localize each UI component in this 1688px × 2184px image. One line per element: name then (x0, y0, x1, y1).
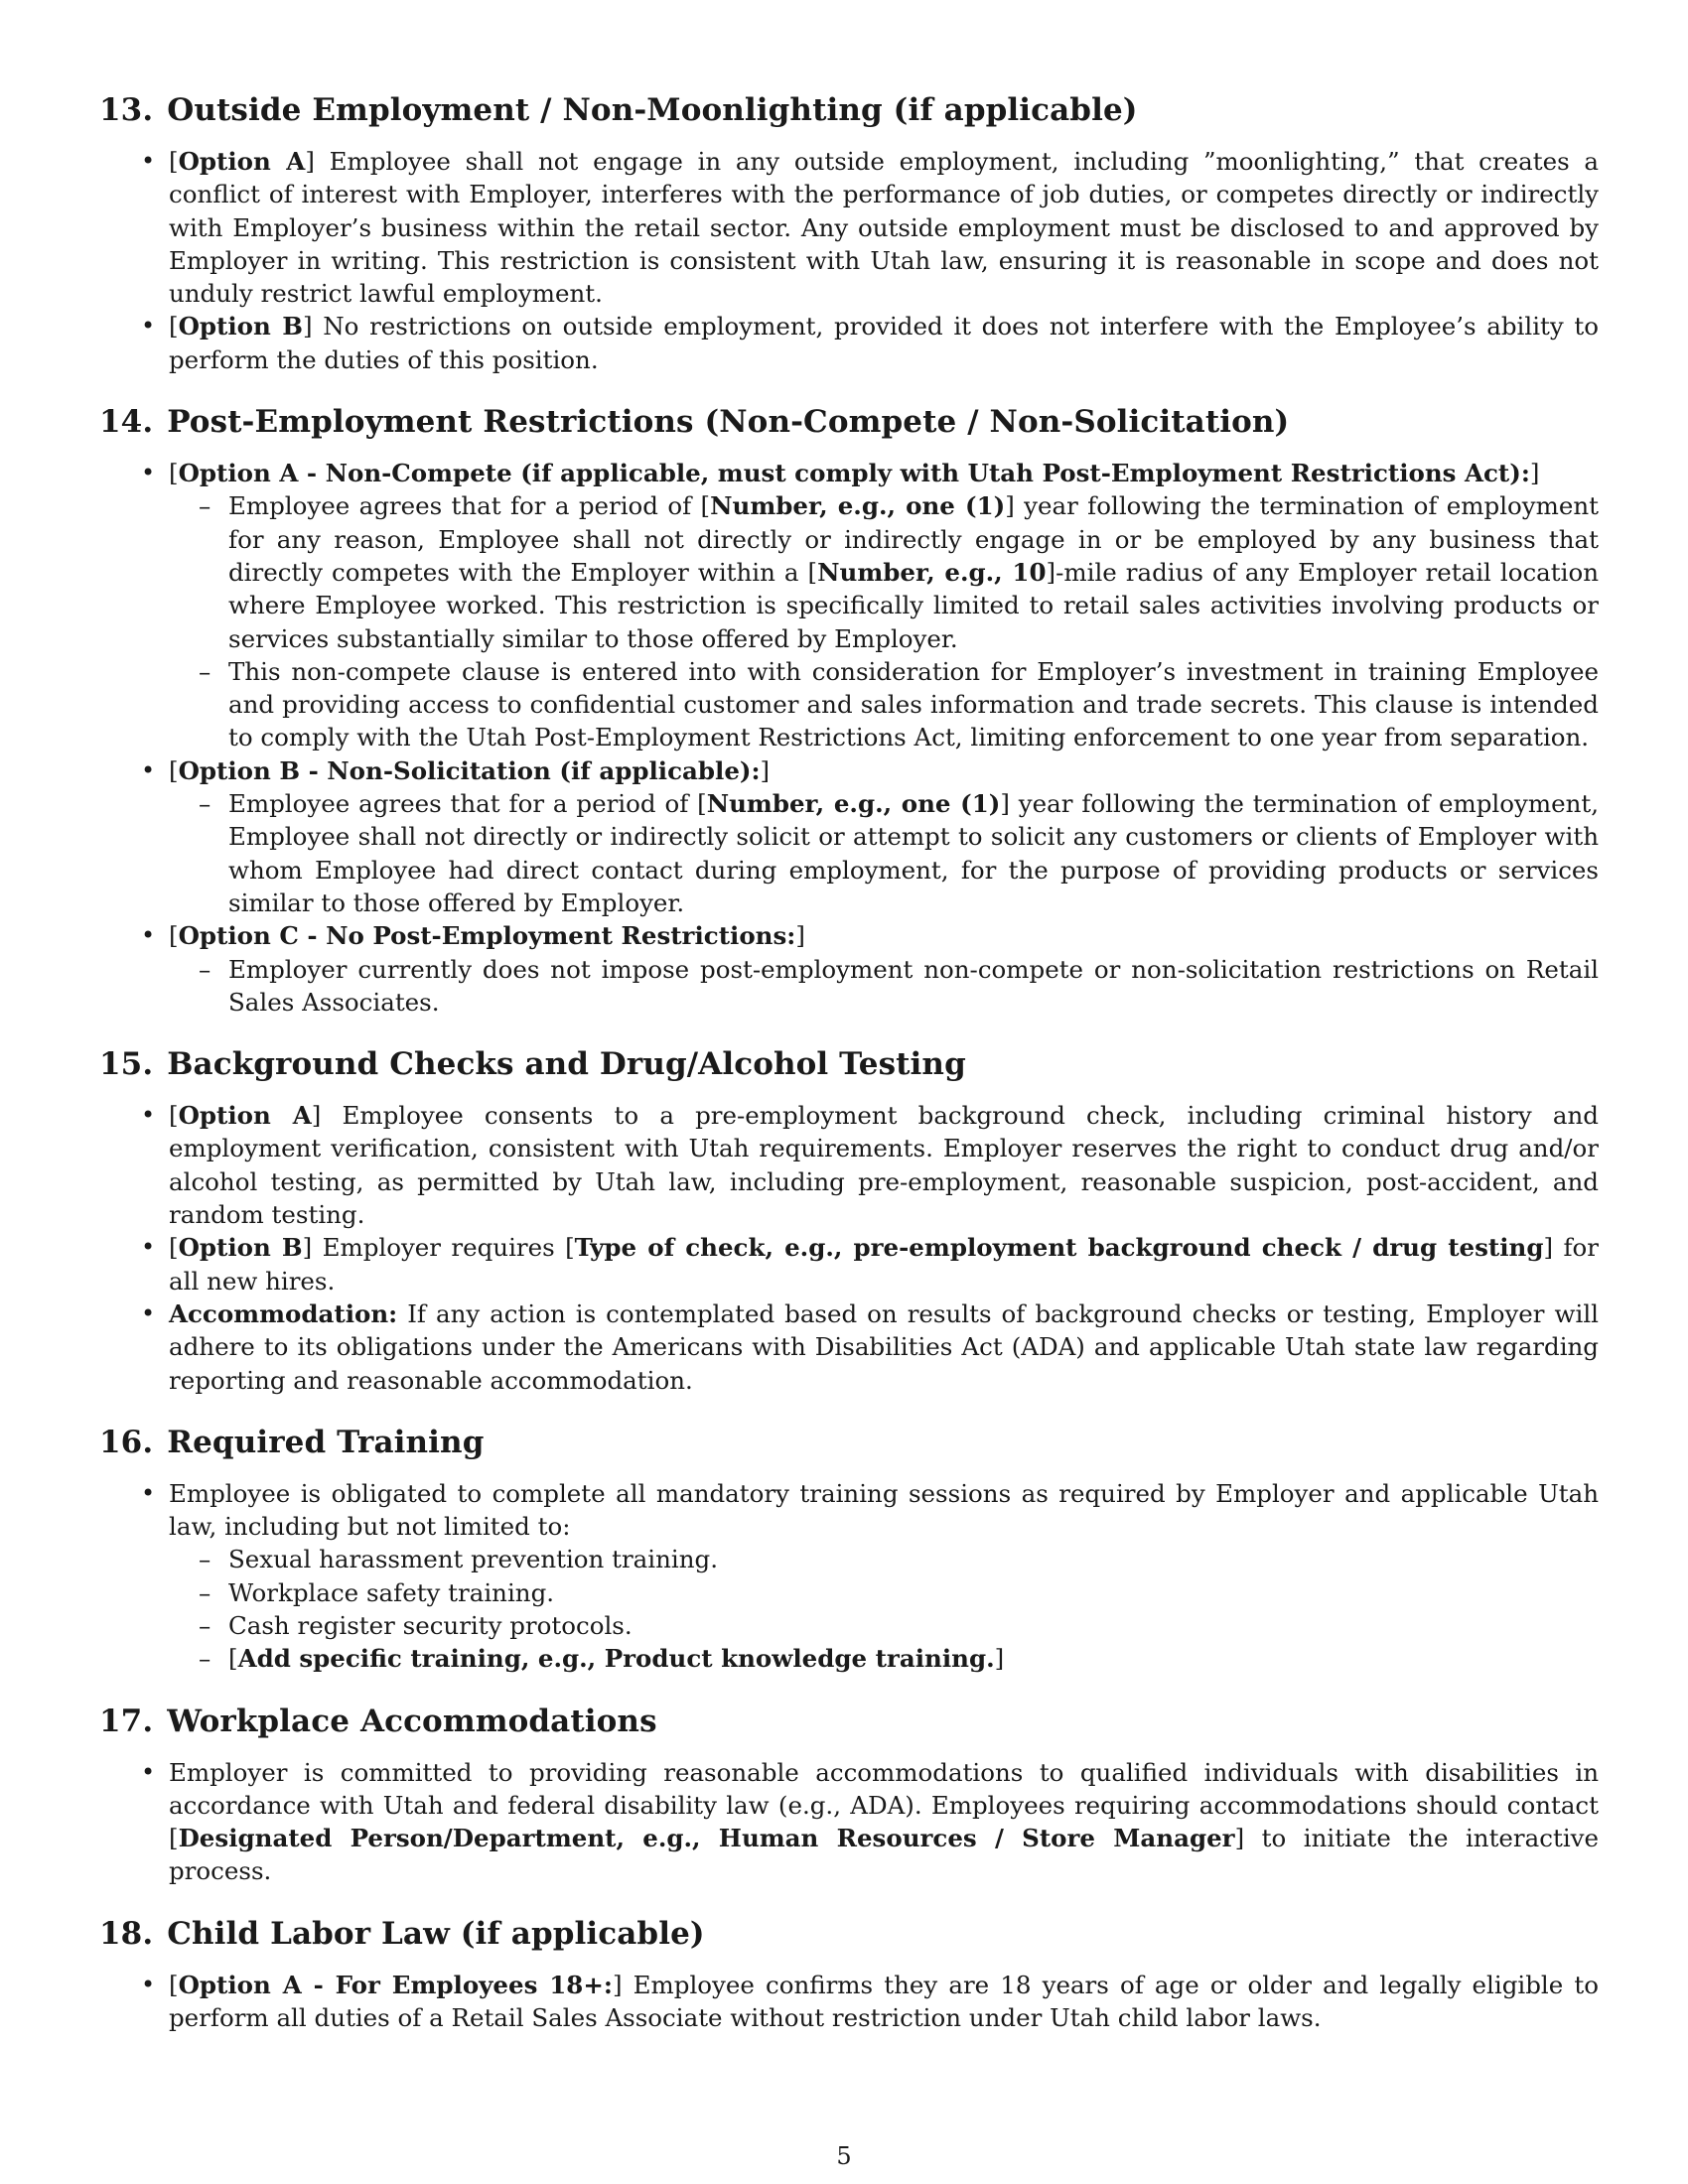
list-item (169, 1477, 1599, 1676)
text-run: Employer requires (322, 1233, 566, 1263)
text-run: -mile radius of any Employer retail location where Employee worked. This restriction is specifically limited to retail sales activities involving products or services substantially similar to those offered by Employer. (228, 557, 1600, 653)
list-item: • [Option B] Employer requires [Type of check, e.g., pre-employment background check / drug testing] for all new hires. (169, 1231, 1599, 1297)
option-text: Employee shall not engage in any outside employment, including ”moonlighting,” that creates a conflict of interest with Employer, interferes with the performance of job duties, or competes directly or indirectly with Employer’s business within the retail sector. Any outside employment must be disclosed to and approved by Employer in writing. This restriction is consistent with Utah law, ensuring it is reasonable in scope and does not unduly restrict lawful employment. (169, 147, 1599, 309)
sub-list-item: – Cash register security protocols. (228, 1609, 1599, 1642)
placeholder-field: Number, e.g., one (1) (706, 789, 1001, 819)
text-run: Employee agrees that for a period of (228, 491, 701, 521)
sub-list-item: – Workplace safety training. (228, 1576, 1599, 1609)
accommodation-label: Accommodation: (169, 1298, 398, 1328)
section-heading (99, 1699, 1599, 1744)
section-title: Workplace Accommodations (167, 1703, 657, 1739)
section-heading (99, 1041, 1599, 1087)
placeholder-field: Number, e.g., 10 (817, 557, 1047, 587)
list-item (169, 1297, 1599, 1397)
sub-list-item (228, 655, 1599, 754)
list-item: • [Option B - Non-Solicitation (if applicable):] – Employee agrees that for a period of [Number, e.g., one (1)] year following the termination of employment, Employee shall not directly or indirectly solicit or attempt to solicit any customers or clients of Employer with whom Employee had direct contact during employment, for the purpose of providing products or services similar to those offered by Employer. (169, 754, 1599, 919)
sub-list-item: – Sexual harassment prevention training. (228, 1543, 1599, 1575)
list-item: • Employer is committed to providing reasonable accommodations to qualified individuals with disabilities in accordance with Utah and federal disability law (e.g., ADA). Employees requiring accommodations should contact [Designated Person/Department, e.g., Human Resources / Store Manager] to initiate the interactive process. (169, 1756, 1599, 1888)
section-number: 16. (99, 1424, 154, 1460)
option-label: Option A (178, 1101, 312, 1131)
text-run: for all new hires. (169, 1233, 1599, 1296)
bullet-list (99, 1969, 1599, 2035)
bullet-list (99, 1099, 1599, 1397)
text-run: Employer is committed to providing reasonable accommodations to qualified individuals with disabilities in accordance with Utah and federal disability law (e.g., ADA). Employees requiring accommodations should contact (169, 1757, 1599, 1820)
section-number: 18. (99, 1915, 154, 1952)
section-number: 13. (99, 92, 154, 128)
option-text: If any action is contemplated based on results of background checks or testing, Employer will adhere to its obligations under the Americans with Disabilities Act (ADA) and applicable Utah state law regarding reporting and reasonable accommodation. (169, 1298, 1599, 1395)
bullet-list (99, 457, 1599, 1019)
placeholder-field: Number, e.g., one (1) (710, 491, 1006, 521)
text-run: to initiate the interactive process. (169, 1824, 1599, 1886)
text-run: Employee is obligated to complete all mandatory training sessions as required by Employer and applicable Utah law, including but not limited to: (169, 1478, 1599, 1542)
section-title: Child Labor Law (if applicable) (167, 1915, 705, 1952)
bullet-list (99, 1477, 1599, 1676)
option-label: Option B (178, 1233, 303, 1263)
section-title: Required Training (167, 1424, 485, 1460)
sub-list-item (228, 953, 1599, 1020)
section-15 (99, 1041, 1599, 1397)
section-18 (99, 1911, 1599, 2035)
section-heading (99, 399, 1599, 445)
sub-list (169, 489, 1599, 753)
list-item: • [Option A] Employee consents to a pre-employment background check, including criminal history and employment verification, consistent with Utah requirements. Employer reserves the right to conduct drug and/or alcohol testing, as permitted by Utah law, including pre-employment, reasonable suspicion, post-accident, and random testing. (169, 1099, 1599, 1231)
sub-list (169, 1543, 1599, 1675)
document-page (99, 87, 1599, 2057)
section-heading (99, 1911, 1599, 1957)
list-item: • [Option A] Employee shall not engage in any outside employment, including ”moonlighting,” that creates a conflict of interest with Employer, interferes with the performance of job duties, or competes directly or indirectly with Employer’s business within the retail sector. Any outside employment must be disclosed to and approved by Employer in writing. This restriction is consistent with Utah law, ensuring it is reasonable in scope and does not unduly restrict lawful employment. (169, 145, 1599, 310)
option-label: Option A - For Employees 18+: (178, 1970, 613, 1999)
list-item: • [Option C - No Post-Employment Restrictions:] – Employer currently does not impose post-employment non-compete or non-solicitation restrictions on Retail Sales Associates. (169, 919, 1599, 1019)
section-17 (99, 1699, 1599, 1888)
list-item: • [Option A - Non-Compete (if applicable, must comply with Utah Post-Employment Restrictions Act):] – Employee agrees that for a period of [Number, e.g., one (1)] year following the termination of employment for any reason, Employee shall not directly or indirectly engage in or be employed by any business that directly competes with the Employer within a [Number, e.g., 10]-mile radius of any Employer retail location where Employee worked. This restriction is specifically limited to retail sales activities involving products or services substantially similar to those offered by Employer. – This non-compete clause is entered into with consideration for Employer’s investment in training Employee and providing access to confidential customer and sales information and trade secrets. This clause is intended to comply with the Utah Post-Employment Restrictions Act, limiting enforcement to one year from separation. (169, 457, 1599, 754)
text-run: Employer currently does not impose post-employment non-compete or non-solicitation restrictions on Retail Sales Associates. (228, 954, 1599, 1017)
text-run: This non-compete clause is entered into with consideration for Employer’s investment in training Employee and providing access to confidential customer and sales information and trade secrets. This clause is intended to comply with the Utah Post-Employment Restrictions Act, limiting enforcement to one year from separation. (228, 656, 1599, 752)
section-14 (99, 399, 1599, 1019)
section-title: Background Checks and Drug/Alcohol Testing (167, 1046, 966, 1083)
text-run: year following the termination of employment, Employee shall not directly or indirectly solicit or attempt to solicit any customers or clients of Employer with whom Employee had direct contact during employment, for the purpose of providing products or services similar to those offered by Employer. (228, 789, 1600, 917)
bullet-list (99, 1756, 1599, 1888)
text-run: Employee agrees that for a period of (228, 789, 698, 819)
sub-list-item: – Employee agrees that for a period of [Number, e.g., one (1)] year following the termination of employment for any reason, Employee shall not directly or indirectly engage in or be employed by any business that directly competes with the Employer within a [Number, e.g., 10]-mile radius of any Employer retail location where Employee worked. This restriction is specifically limited to retail sales activities involving products or services substantially similar to those offered by Employer. (228, 489, 1599, 654)
section-16 (99, 1420, 1599, 1676)
option-text: No restrictions on outside employment, provided it does not interfere with the Employee’s ability to perform the duties of this position. (169, 312, 1599, 374)
option-label: Option C - No Post-Employment Restrictions: (178, 921, 796, 951)
placeholder-field: Type of check, e.g., pre-employment background check / drug testing (574, 1233, 1544, 1263)
option-text: Employee confirms they are 18 years of age or older and legally eligible to perform all duties of a Retail Sales Associate without restriction under Utah child labor laws. (169, 1970, 1599, 2033)
section-number: 17. (99, 1703, 154, 1739)
section-number: 14. (99, 404, 154, 441)
sub-list (169, 787, 1599, 919)
text-run: year following the termination of employment for any reason, Employee shall not directly or indirectly engage in or be employed by any business that directly competes with the Employer within a (228, 491, 1599, 587)
option-label: Option B (178, 312, 303, 341)
section-heading (99, 87, 1599, 133)
bullet-list (99, 145, 1599, 376)
placeholder-field: Designated Person/Department, e.g., Human Resources / Store Manager (178, 1824, 1235, 1853)
sub-list-item: – [Add specific training, e.g., Product knowledge training.] (228, 1642, 1599, 1675)
option-label: Option A - Non-Compete (if applicable, must comply with Utah Post-Employment Restrictions Act): (178, 459, 1530, 488)
section-title: Post-Employment Restrictions (Non-Compete / Non-Solicitation) (167, 404, 1290, 441)
section-13 (99, 87, 1599, 376)
list-item: • [Option A - For Employees 18+:] Employee confirms they are 18 years of age or older and legally eligible to perform all duties of a Retail Sales Associate without restriction under Utah child labor laws. (169, 1969, 1599, 2035)
page-number: 5 (836, 2142, 852, 2170)
sub-list-item: – Employee agrees that for a period of [Number, e.g., one (1)] year following the termination of employment, Employee shall not directly or indirectly solicit or attempt to solicit any customers or clients of Employer with whom Employee had direct contact during employment, for the purpose of providing products or services similar to those offered by Employer. (228, 787, 1599, 919)
section-title: Outside Employment / Non-Moonlighting (if applicable) (167, 92, 1138, 128)
option-label: Option B - Non-Solicitation (if applicable): (178, 755, 761, 785)
section-heading (99, 1420, 1599, 1465)
option-label: Option A (178, 147, 306, 176)
list-item: • [Option B] No restrictions on outside employment, provided it does not interfere with the Employee’s ability to perform the duties of this position. (169, 310, 1599, 376)
sub-list (169, 953, 1599, 1020)
placeholder-field: Add specific training, e.g., Product knowledge training. (237, 1644, 995, 1674)
section-number: 15. (99, 1046, 154, 1083)
option-text: Employee consents to a pre-employment background check, including criminal history and employment verification, consistent with Utah requirements. Employer reserves the right to conduct drug and/or alcohol testing, as permitted by Utah law, including pre-employment, reasonable suspicion, post-accident, and random testing. (169, 1101, 1599, 1230)
